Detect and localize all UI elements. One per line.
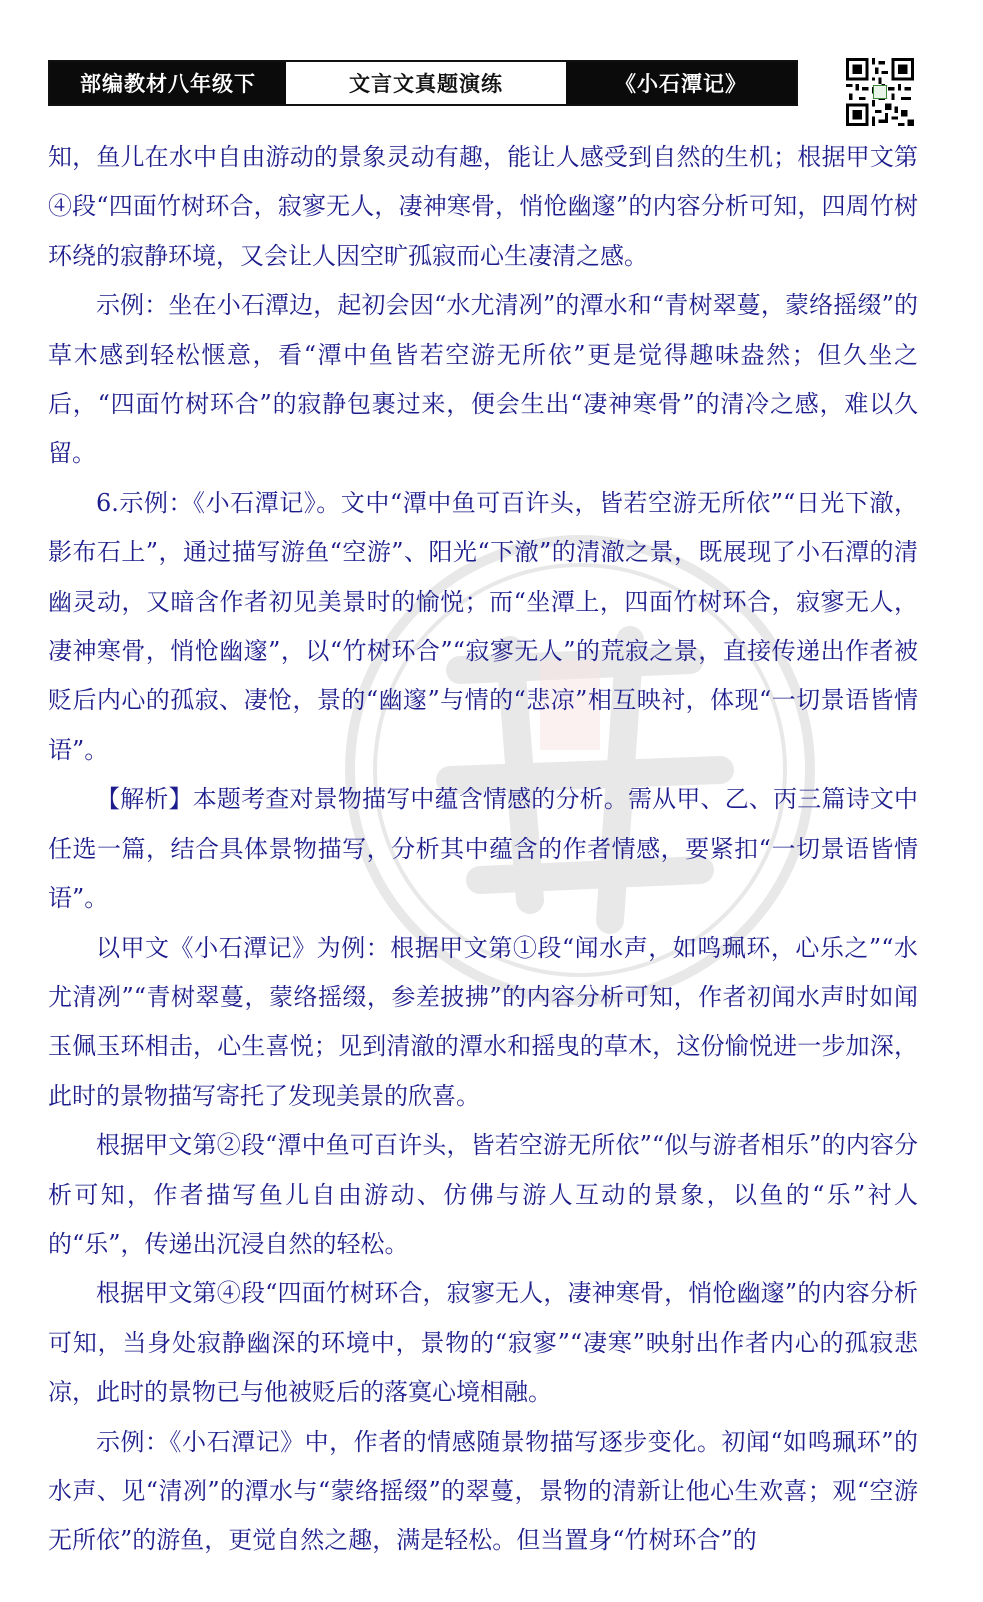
paragraph: 6.示例：《小石潭记》。文中“潭中鱼可百许头，皆若空游无所依”“日光下澈，影布石上”，通过描写游鱼“空游”、阳光“下澈”的清澈之景，既展现了小石潭的清幽灵动，又暗含作者初见美景时的愉悦；而“坐潭上，四面竹树环合，寂寥无人，凄神寒骨，悄怆幽邃”，以“竹树环合”“寂寥无人”的荒寂之景，直接传递出作者被贬后内心的孤寂、凄怆，景的“幽邃”与情的“悲凉”相互映衬，体现“一切景语皆情语”。 [48, 488, 918, 764]
header-title: 《小石潭记》 [566, 62, 796, 104]
header-grade: 部编教材八年级下 [50, 62, 286, 104]
paragraph: 根据甲文第④段“四面竹树环合，寂寥无人，凄神寒骨，悄怆幽邃”的内容分析可知，当身处寂静幽深的环境中，景物的“寂寥”“凄寒”映射出作者内心的孤寂悲凉，此时的景物已与他被贬后的落寞心境相融。 [48, 1279, 918, 1407]
paragraph: 示例：《小石潭记》中，作者的情感随景物描写逐步变化。初闻“如鸣珮环”的水声、见“清冽”的潭水与“蒙络摇缀”的翠蔓，景物的清新让他心生欢喜；观“空游无所依”的游鱼，更觉自然之趣，满是轻松。但当置身“竹树环合”的 [48, 1427, 918, 1555]
analysis-paragraph [48, 775, 918, 923]
paragraph: 知，鱼儿在水中自由游动的景象灵动有趣，能让人感受到自然的生机；根据甲文第④段“四面竹树环合，寂寥无人，凄神寒骨，悄怆幽邃”的内容分析可知，四周竹树环绕的寂静环境，又会让人因空旷孤寂而心生凄清之感。 [48, 143, 918, 270]
paragraph: 根据甲文第②段“潭中鱼可百许头，皆若空游无所依”“似与游者相乐”的内容分析可知，作者描写鱼儿自由游动、仿佛与游人互动的景象，以鱼的“乐”衬人的“乐”，传递出沉浸自然的轻松。 [48, 1131, 918, 1258]
analysis-tag: 【解析】 [96, 785, 193, 814]
qr-code-icon [846, 58, 914, 126]
header-bar [48, 60, 798, 106]
answer-body [48, 133, 918, 1566]
paragraph: 示例：坐在小石潭边，起初会因“水尤清冽”的潭水和“青树翠蔓，蒙络摇缀”的草木感到轻松惬意，看“潭中鱼皆若空游无所依”更是觉得趣味盎然；但久坐之后，“四面竹树环合”的寂静包裹过来，便会生出“凄神寒骨”的清冷之感，难以久留。 [48, 291, 918, 468]
header-section: 文言文真题演练 [286, 62, 566, 104]
analysis-text: 本题考查对景物描写中蕴含情感的分析。需从甲、乙、丙三篇诗文中任选一篇，结合具体景物描写，分析其中蕴含的作者情感，要紧扣“一切景语皆情语”。 [48, 785, 919, 913]
paragraph: 以甲文《小石潭记》为例：根据甲文第①段“闻水声，如鸣珮环，心乐之”“水尤清冽”“青树翠蔓，蒙络摇缀，参差披拂”的内容分析可知，作者初闻水声时如闻玉佩玉环相击，心生喜悦；见到清澈的潭水和摇曳的草木，这份愉悦进一步加深，此时的景物描写寄托了发现美景的欣喜。 [48, 933, 918, 1110]
